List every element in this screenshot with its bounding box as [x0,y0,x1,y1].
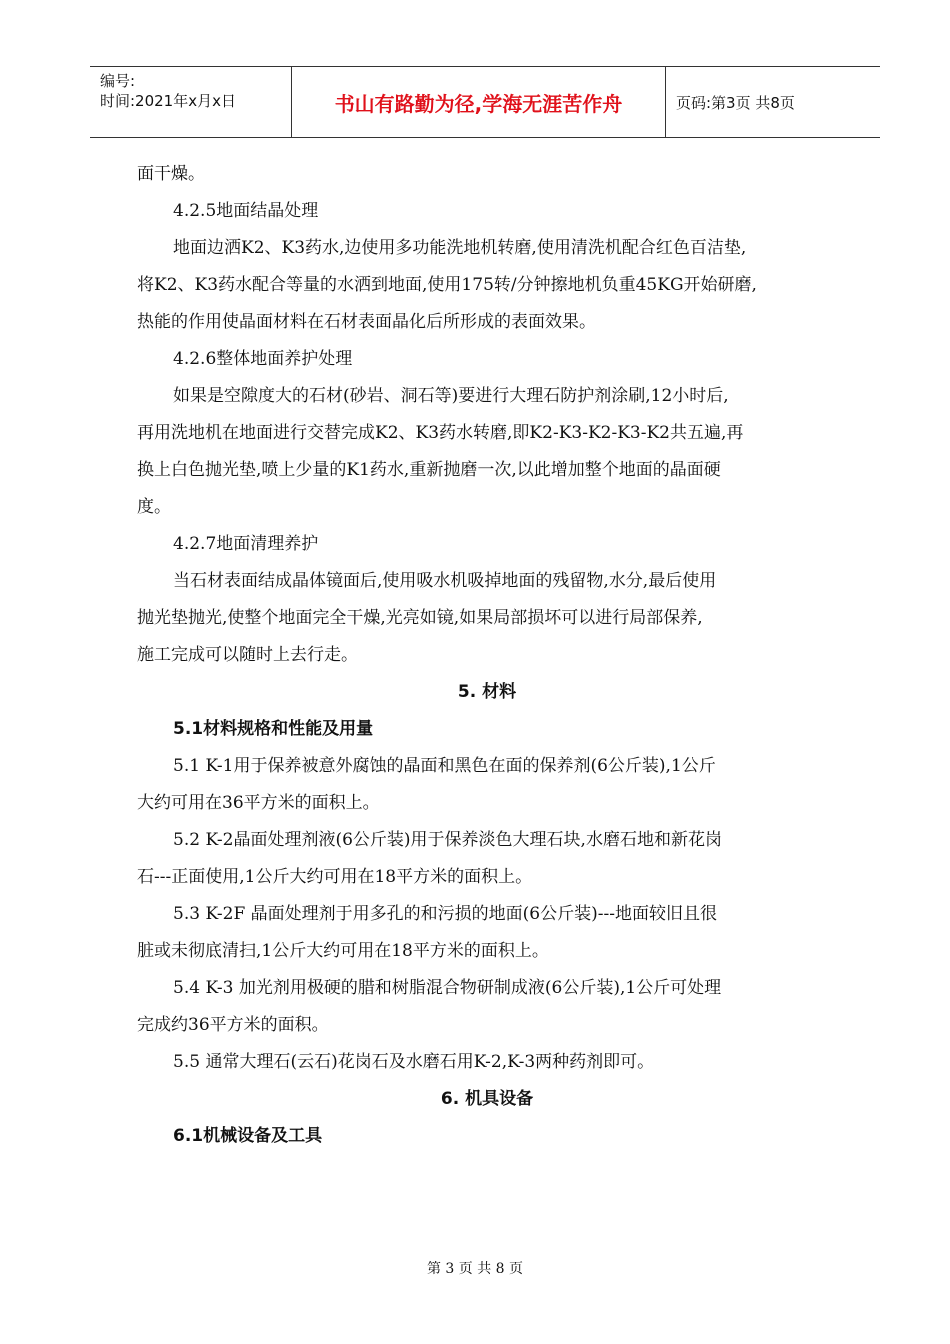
body-line: 抛光垫抛光,使整个地面完全干燥,光亮如镜,如果局部损坏可以进行局部保养, [137,608,703,628]
number-label: 编号: [100,72,136,90]
body-line: 5.1 K-1用于保养被意外腐蚀的晶面和黑色在面的保养剂(6公斤装),1公斤 [173,756,716,776]
subsection-heading-materials: 5.1材料规格和性能及用量 [173,719,374,739]
body-line: 再用洗地机在地面进行交替完成K2、K3药水转磨,即K2-K3-K2-K3-K2共五遍,再 [137,423,744,443]
body-line: 地面边洒K2、K3药水,边使用多功能洗地机转磨,使用清洗机配合红色百洁垫, [173,238,747,258]
time-label: 时间:2021年x月x日 [100,92,236,110]
subsection-heading: 4.2.5地面结晶处理 [173,201,319,221]
body-line: 完成约36平方米的面积。 [137,1015,329,1035]
body-line: 面干燥。 [137,164,205,184]
body-line: 5.3 K-2F 晶面处理剂于用多孔的和污损的地面(6公斤装)---地面较旧且很 [173,904,717,924]
subsection-heading: 4.2.7地面清理养护 [173,534,319,554]
header-motto: 书山有路勤为径,学海无涯苦作舟 [292,67,666,137]
body-line: 5.4 K-3 加光剂用极硬的腊和树脂混合物研制成液(6公斤装),1公斤可处理 [173,978,722,998]
body-line: 大约可用在36平方米的面积上。 [137,793,380,813]
page-header [90,66,880,138]
subsection-heading: 4.2.6整体地面养护处理 [173,349,353,369]
section-heading-materials: 5. 材料 [457,682,517,702]
section-heading-equipment: 6. 机具设备 [440,1089,534,1109]
body-line: 度。 [137,497,171,517]
body-line: 施工完成可以随时上去行走。 [137,645,358,665]
body-line: 热能的作用使晶面材料在石材表面晶化后所形成的表面效果。 [137,312,596,332]
body-line: 将K2、K3药水配合等量的水洒到地面,使用175转/分钟擦地机负重45KG开始研磨, [137,275,757,295]
body-line: 5.2 K-2晶面处理剂液(6公斤装)用于保养淡色大理石块,水磨石地和新花岗 [173,830,722,850]
header-info [90,67,292,137]
body-line: 当石材表面结成晶体镜面后,使用吸水机吸掉地面的残留物,水分,最后使用 [173,571,717,591]
subsection-heading-equipment: 6.1机械设备及工具 [173,1126,323,1146]
page-footer: 第 3 页 共 8 页 [426,1261,524,1277]
header-page-label: 页码:第3页 共8页 [676,93,795,112]
body-line: 如果是空隙度大的石材(砂岩、洞石等)要进行大理石防护剂涂刷,12小时后, [173,386,729,406]
body-line: 5.5 通常大理石(云石)花岗石及水磨石用K-2,K-3两种药剂即可。 [173,1052,655,1072]
document-body [137,156,837,1155]
body-line: 脏或未彻底清扫,1公斤大约可用在18平方米的面积上。 [137,941,549,961]
body-line: 石---正面使用,1公斤大约可用在18平方米的面积上。 [137,867,533,887]
body-line: 换上白色抛光垫,喷上少量的K1药水,重新抛磨一次,以此增加整个地面的晶面硬 [137,460,721,480]
